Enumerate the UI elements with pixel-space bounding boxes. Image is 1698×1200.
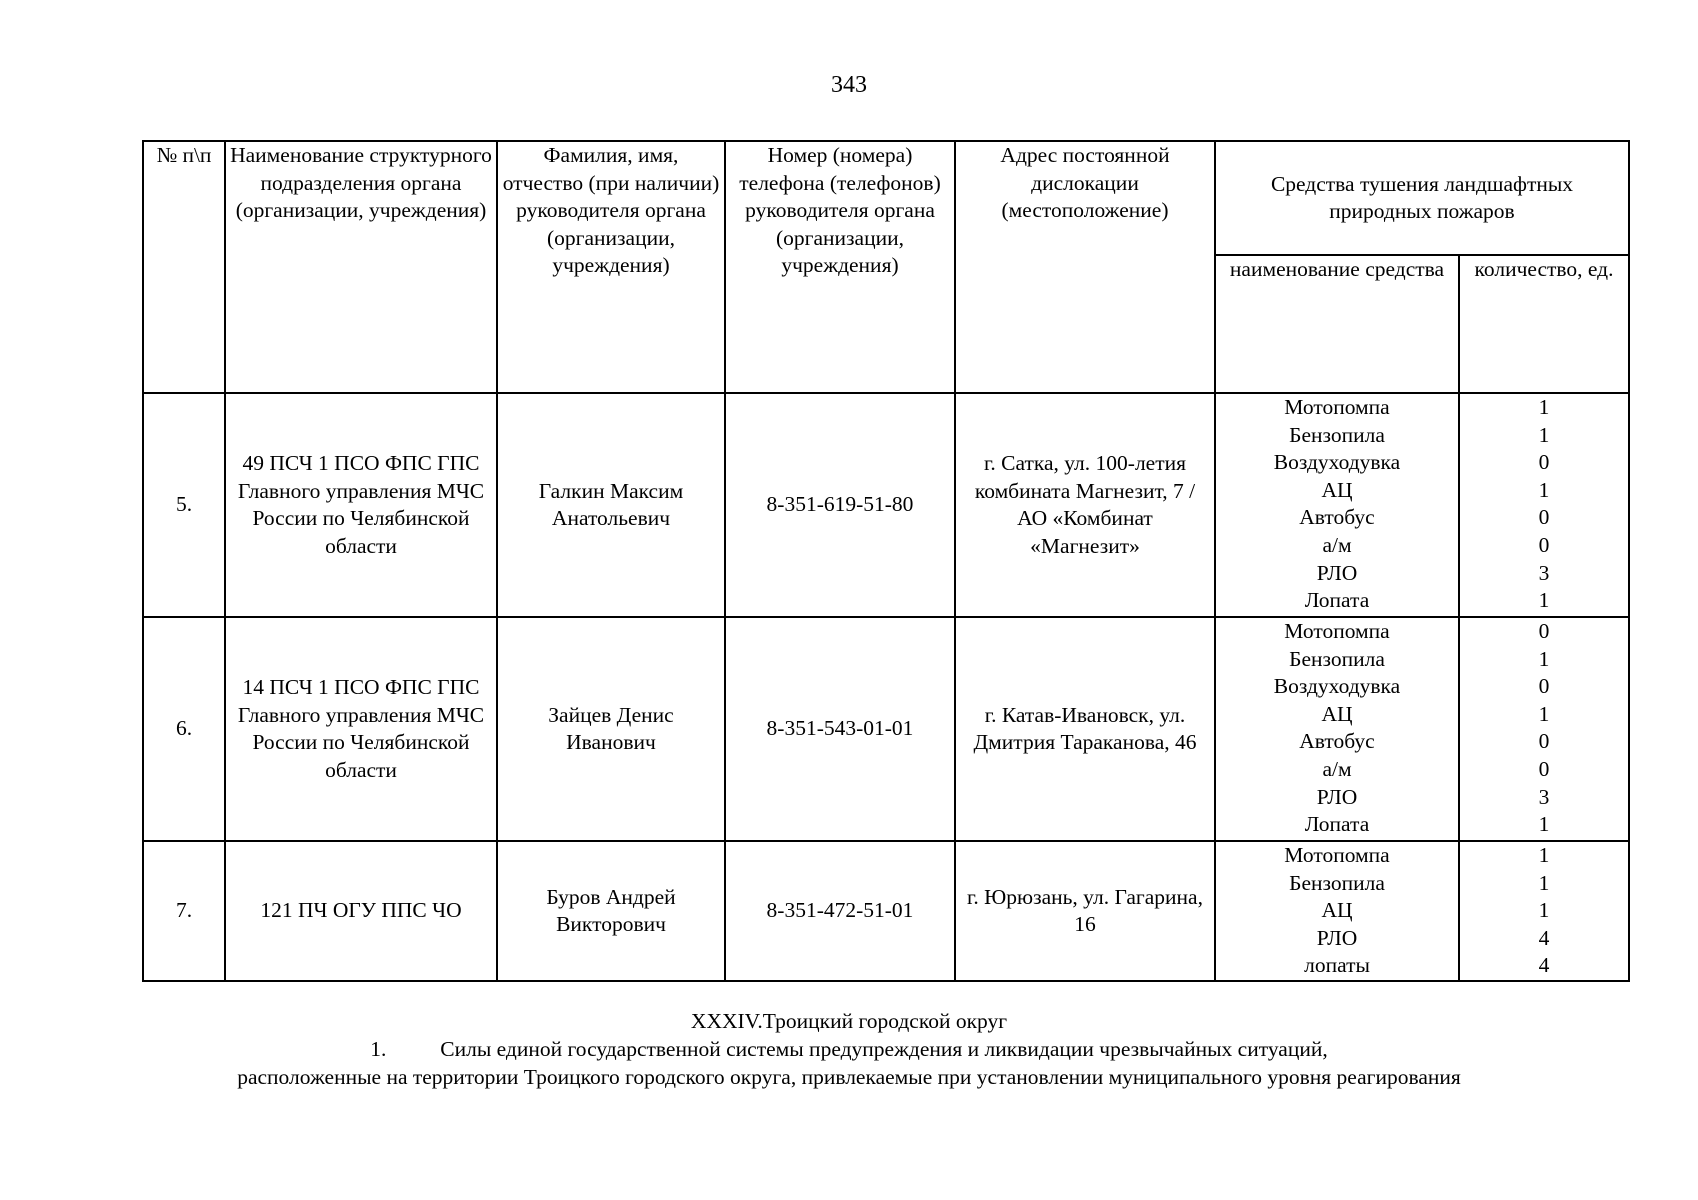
means-qty: 1 [1538,898,1550,923]
header-unit: Наименование структурного подразделения органа (организации, учреждения) [225,141,497,393]
row-address: г. Юрюзань, ул. Гагарина, 16 [955,841,1215,981]
means-qty: 4 [1538,953,1550,978]
means-name: Бензопила [1289,646,1385,671]
row-num: 7. [143,841,225,981]
header-means-group: Средства тушения ландшафтных природных пожаров [1215,141,1629,255]
means-name: Мотопомпа [1284,619,1390,643]
row-means-names [1215,617,1459,841]
means-name: Автобус [1299,729,1375,754]
item-text-1: Силы единой государственной системы предупреждения и ликвидации чрезвычайных ситуаций, [440,1037,1328,1061]
means-name: Воздуходувка [1273,674,1401,699]
means-name: а/м [1322,532,1352,557]
header-means-qty: количество, ед. [1459,255,1629,393]
means-qty: 1 [1538,588,1550,613]
table-row [143,841,1629,981]
row-address: г. Сатка, ул. 100-летия комбината Магнезит, 7 /АО «Комбинат «Магнезит» [955,393,1215,617]
means-qty: 1 [1538,870,1550,895]
means-name: РЛО [1316,560,1358,585]
header-address: Адрес постоянной дислокации (местоположение) [955,141,1215,393]
means-qty: 3 [1538,560,1550,585]
item-line-1 [0,1036,1698,1063]
row-unit: 14 ПСЧ 1 ПСО ФПС ГПС Главного управления МЧС России по Челябинской области [225,617,497,841]
forces-table [142,140,1630,982]
means-name: Лопата [1304,812,1370,837]
row-num: 5. [143,393,225,617]
means-name: АЦ [1321,898,1353,923]
header-num: № п\п [143,141,225,393]
row-head-name: Галкин Максим Анатольевич [497,393,725,617]
means-name: Мотопомпа [1284,843,1390,867]
header-phone: Номер (номера) телефона (телефонов) руководителя органа (организации, учреждения) [725,141,955,393]
row-head-name: Буров Андрей Викторович [497,841,725,981]
means-name: лопаты [1304,953,1370,978]
means-qty: 0 [1538,756,1550,781]
section-title: XXXIV.Троицкий городской округ [690,1009,1008,1033]
means-name: Воздуходувка [1273,450,1401,475]
means-name: а/м [1322,756,1352,781]
table-row [143,617,1629,841]
row-means-qtys [1459,617,1629,841]
means-qty: 0 [1538,729,1550,754]
row-unit: 49 ПСЧ 1 ПСО ФПС ГПС Главного управления МЧС России по Челябинской области [225,393,497,617]
row-means-qtys [1459,393,1629,617]
table-row [143,393,1629,617]
header-means-name: наименование средства [1215,255,1459,393]
row-means-names [1215,393,1459,617]
row-phone: 8-351-619-51-80 [725,393,955,617]
means-qty: 0 [1538,532,1550,557]
table-header [143,141,1629,393]
means-qty: 1 [1538,646,1550,671]
means-name: АЦ [1321,701,1353,726]
means-qty: 1 [1538,422,1550,447]
page-number: 343 [831,72,867,98]
row-head-name: Зайцев Денис Иванович [497,617,725,841]
means-qty: 1 [1538,812,1550,837]
table-body [143,393,1629,981]
row-address: г. Катав-Ивановск, ул. Дмитрия Тараканова, 46 [955,617,1215,841]
means-qty: 1 [1538,395,1550,419]
item-line-2: расположенные на территории Троицкого городского округа, привлекаемые при установлении муниципального уровня реагирования [237,1065,1461,1089]
means-name: Лопата [1304,588,1370,613]
means-name: Бензопила [1289,422,1385,447]
means-qty: 0 [1538,505,1550,530]
means-qty: 1 [1538,477,1550,502]
row-means-qtys [1459,841,1629,981]
item-number: 1. [370,1037,387,1061]
means-name: АЦ [1321,477,1353,502]
means-qty: 1 [1538,843,1550,867]
means-name: РЛО [1316,925,1358,950]
means-qty: 1 [1538,701,1550,726]
means-qty: 0 [1538,450,1550,475]
means-name: РЛО [1316,784,1358,809]
row-unit: 121 ПЧ ОГУ ППС ЧО [225,841,497,981]
means-qty: 0 [1538,619,1550,643]
row-means-names [1215,841,1459,981]
means-name: Мотопомпа [1284,395,1390,419]
means-qty: 0 [1538,674,1550,699]
row-phone: 8-351-543-01-01 [725,617,955,841]
means-name: Автобус [1299,505,1375,530]
header-head-name: Фамилия, имя, отчество (при наличии) руководителя органа (организации, учреждения) [497,141,725,393]
row-num: 6. [143,617,225,841]
row-phone: 8-351-472-51-01 [725,841,955,981]
means-qty: 3 [1538,784,1550,809]
means-name: Бензопила [1289,870,1385,895]
means-qty: 4 [1538,925,1550,950]
